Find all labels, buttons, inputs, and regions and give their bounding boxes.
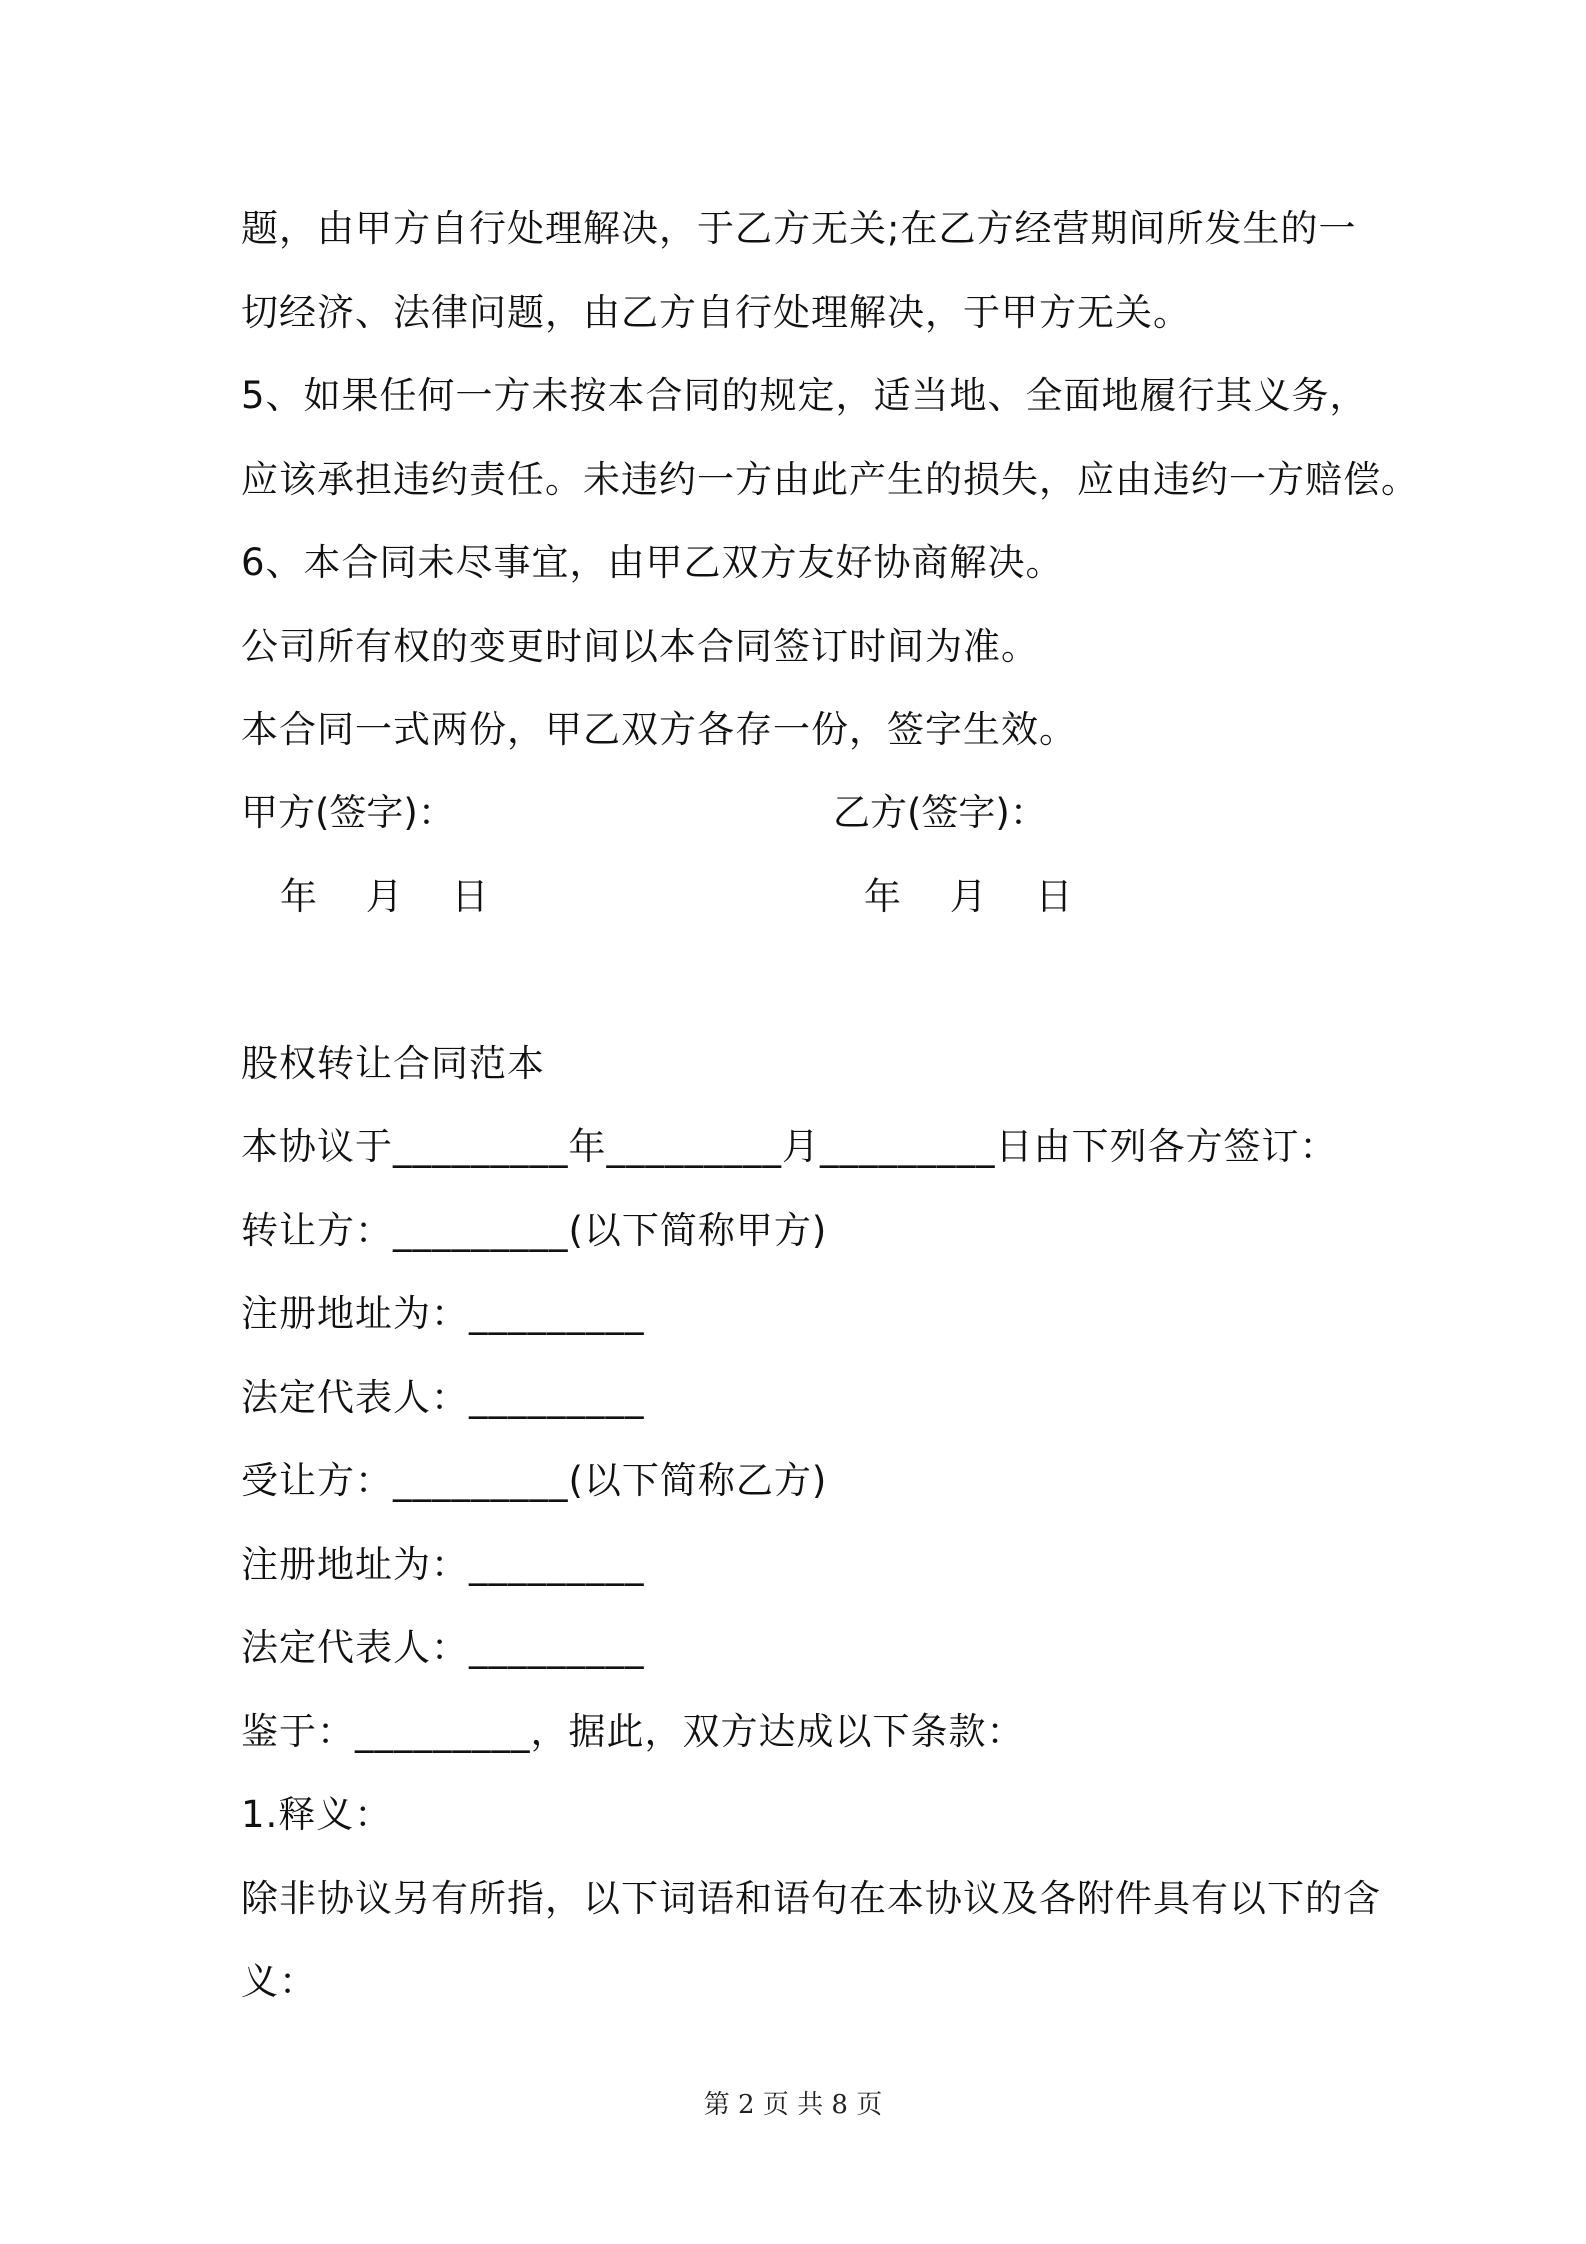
section-title: 股权转让合同范本	[241, 1042, 545, 1085]
party-b-signature-label: 乙方(签字)：	[833, 791, 1047, 834]
body-line: 切经济、法律问题，由乙方自行处理解决，于甲方无关。	[241, 291, 1191, 334]
transferee-line: 受让方：_________(以下简称乙方)	[241, 1459, 828, 1502]
clause-6-line: 6、本合同未尽事宜，由甲乙双方友好协商解决。	[241, 541, 1064, 584]
transferee-address-line: 注册地址为：_________	[241, 1543, 645, 1586]
clause-5-line: 应该承担违约责任。未违约一方由此产生的损失，应由违约一方赔偿。	[241, 458, 1419, 501]
party-b-date: 年 月 日	[864, 875, 1073, 918]
whereas-line: 鉴于：_________，据此，双方达成以下条款：	[241, 1710, 1025, 1753]
party-a-date: 年 月 日	[280, 875, 489, 918]
body-line: 公司所有权的变更时间以本合同签订时间为准。	[241, 625, 1039, 668]
clause-5-line: 5、如果任何一方未按本合同的规定，适当地、全面地履行其义务，	[241, 374, 1368, 417]
body-line: 题，由甲方自行处理解决，于乙方无关;在乙方经营期间所发生的一	[241, 207, 1357, 250]
transferor-address-line: 注册地址为：_________	[241, 1292, 645, 1335]
transferor-representative-line: 法定代表人：_________	[241, 1376, 645, 1419]
body-line: 本合同一式两份，甲乙双方各存一份，签字生效。	[241, 708, 1077, 751]
party-a-signature-label: 甲方(签字)：	[241, 791, 455, 834]
definitions-text-line: 义：	[241, 1960, 317, 2003]
transferor-line: 转让方：_________(以下简称甲方)	[241, 1209, 828, 1252]
definitions-heading: 1.释义：	[241, 1793, 393, 1836]
page-footer: 第 2 页 共 8 页	[703, 2090, 883, 2120]
definitions-text-line: 除非协议另有所指，以下词语和语句在本协议及各附件具有以下的含	[241, 1877, 1381, 1920]
agreement-date-line: 本协议于_________年_________月_________日由下列各方签订：	[241, 1125, 1338, 1168]
transferee-representative-line: 法定代表人：_________	[241, 1626, 645, 1669]
